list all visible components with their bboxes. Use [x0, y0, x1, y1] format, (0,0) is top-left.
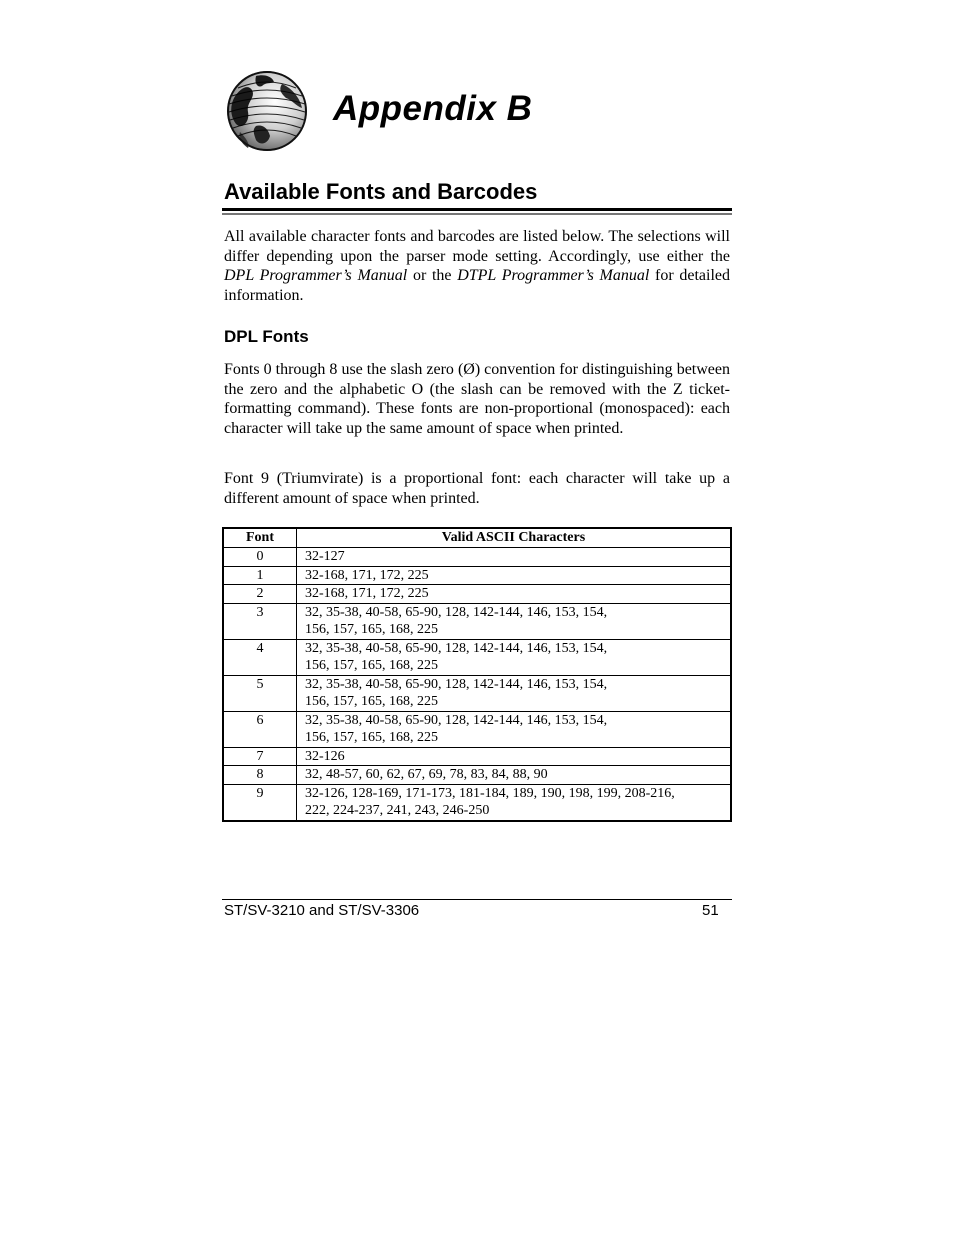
valid-chars-cell	[297, 548, 732, 567]
font-number-cell: 8	[223, 766, 297, 785]
page-number: 51	[702, 902, 719, 919]
table-row	[223, 639, 731, 675]
section-title: Available Fonts and Barcodes	[224, 179, 538, 204]
valid-chars-line: 32, 35-38, 40-58, 65-90, 128, 142-144, 146, 153, 154,	[305, 712, 608, 728]
valid-chars-line: 156, 157, 165, 168, 225	[305, 730, 438, 745]
valid-chars-line: 32, 35-38, 40-58, 65-90, 128, 142-144, 146, 153, 154,	[305, 640, 608, 656]
table-row	[223, 711, 731, 747]
valid-chars-cell	[297, 784, 732, 821]
font-number-cell: 7	[223, 747, 297, 766]
valid-chars-line: 156, 157, 165, 168, 225	[305, 658, 438, 673]
valid-chars-cell	[297, 639, 732, 675]
intro-paragraph: All available character fonts and barcodes are listed below. The selections will differ depending upon the parser mode setting. Accordingly, use either the DPL Programmer’s Manual or the DTPL Programmer’s Manual for detailed information.	[224, 228, 730, 304]
valid-chars-line: 32, 35-38, 40-58, 65-90, 128, 142-144, 146, 153, 154,	[305, 676, 608, 692]
chars-column-header: Valid ASCII Characters	[297, 528, 732, 548]
font-number-cell: 3	[223, 603, 297, 639]
valid-chars-cell	[297, 766, 732, 785]
appendix-title: Appendix B	[333, 89, 533, 128]
font-9-paragraph: Font 9 (Triumvirate) is a proportional font: each character will take up a different amount of space when printed.	[224, 470, 730, 507]
table-row	[223, 566, 731, 585]
valid-chars-cell	[297, 711, 732, 747]
valid-chars-line: 32-168, 171, 172, 225	[305, 567, 429, 583]
section-rule	[222, 208, 732, 211]
font-number-cell: 9	[223, 784, 297, 821]
fonts-0-8-paragraph: Fonts 0 through 8 use the slash zero (Ø) convention for distinguishing between the zero and the alphabetic O (the slash can be removed with the Z ticket-formatting command). These fonts are non-proportional (monospaced): each character will take up the same amount of space when printed.	[224, 361, 730, 437]
font-column-header: Font	[223, 528, 297, 548]
table-header-row	[223, 528, 731, 548]
valid-chars-cell	[297, 675, 732, 711]
dpl-manual-reference: DPL Programmer’s Manual	[224, 267, 408, 285]
font-number-cell: 2	[223, 585, 297, 604]
valid-chars-line: 156, 157, 165, 168, 225	[305, 694, 438, 709]
valid-chars-line: 156, 157, 165, 168, 225	[305, 622, 438, 637]
valid-chars-line: 32-126, 128-169, 171-173, 181-184, 189, 190, 198, 199, 208-216,	[305, 785, 675, 801]
footer-rule	[222, 899, 732, 900]
valid-chars-cell	[297, 747, 732, 766]
table-row	[223, 675, 731, 711]
footer-title: ST/SV-3210 and ST/SV-3306	[224, 902, 420, 919]
valid-chars-cell	[297, 566, 732, 585]
table-row	[223, 603, 731, 639]
font-number-cell: 1	[223, 566, 297, 585]
valid-chars-cell	[297, 603, 732, 639]
font-number-cell: 0	[223, 548, 297, 567]
valid-chars-line: 32, 35-38, 40-58, 65-90, 128, 142-144, 146, 153, 154,	[305, 604, 608, 620]
section-rule-thin	[222, 213, 732, 215]
font-number-cell: 5	[223, 675, 297, 711]
fonts-table	[222, 527, 732, 822]
globe-icon	[226, 70, 308, 152]
valid-chars-line: 32-127	[305, 549, 345, 564]
valid-chars-line: 32-126	[305, 748, 345, 764]
dtpl-manual-reference: DTPL Programmer’s Manual	[457, 267, 650, 285]
valid-chars-line: 32-168, 171, 172, 225	[305, 586, 429, 601]
table-row	[223, 766, 731, 785]
valid-chars-cell	[297, 585, 732, 604]
valid-chars-line: 32, 48-57, 60, 62, 67, 69, 78, 83, 84, 88, 90	[305, 767, 548, 782]
font-number-cell: 6	[223, 711, 297, 747]
valid-chars-line: 222, 224-237, 241, 243, 246-250	[305, 803, 490, 818]
table-row	[223, 784, 731, 821]
font-number-cell: 4	[223, 639, 297, 675]
table-row	[223, 585, 731, 604]
table-row	[223, 747, 731, 766]
table-row	[223, 548, 731, 567]
dpl-fonts-heading: DPL Fonts	[224, 327, 309, 346]
